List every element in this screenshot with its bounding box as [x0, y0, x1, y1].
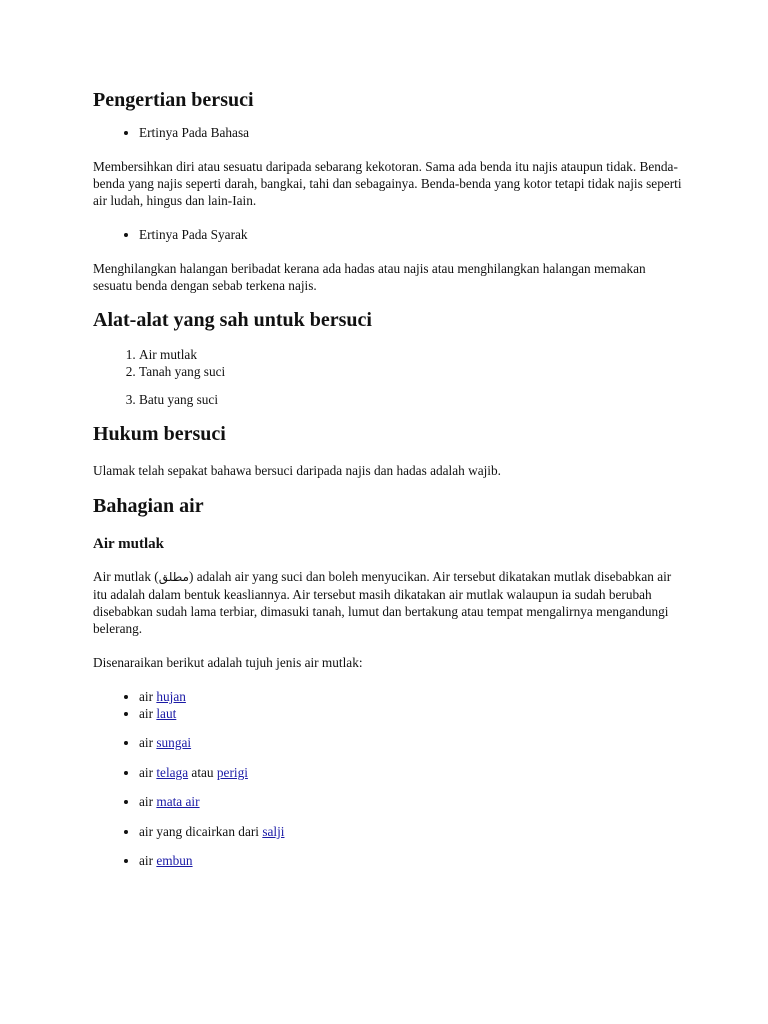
item-connector: atau	[188, 765, 217, 780]
list-item: 2. Tanah yang suci	[139, 363, 683, 380]
item-prefix: air	[139, 794, 157, 809]
heading-pengertian-bersuci: Pengertian bersuci	[93, 89, 254, 111]
heading-alat-alat: Alat-alat yang sah untuk bersuci	[93, 309, 372, 331]
list-item	[139, 705, 683, 722]
list-item: 3. Batu yang suci	[139, 391, 683, 408]
link-perigi[interactable]: perigi	[216, 765, 248, 780]
item-prefix: air	[139, 853, 157, 868]
link-salji[interactable]: salji	[262, 824, 285, 839]
list-item	[139, 852, 683, 869]
item-prefix: air	[139, 706, 157, 721]
link-embun[interactable]: embun	[156, 853, 193, 868]
list-item: • Ertinya Pada Syarak	[139, 226, 683, 243]
list-item: 1. Air mutlak	[139, 346, 683, 363]
item-prefix: air	[139, 765, 157, 780]
heading-hukum-bersuci: Hukum bersuci	[93, 423, 226, 445]
arabic-term: مطلق	[158, 570, 189, 584]
list-item	[139, 734, 683, 751]
document-page	[93, 84, 683, 869]
item-prefix: air yang dicairkan dari	[139, 824, 263, 839]
paragraph-bahasa: Membersihkan diri atau sesuatu daripada sebarang kekotoran. Sama ada benda itu najis ataupun tidak. Benda-benda yang najis seperti darah, bangkai, tahi dan sebagainya. Benda-benda yang kotor tetapi tidak najis seperti air ludah, hingus dan lain-Iain.	[93, 159, 682, 208]
link-telaga[interactable]: telaga	[156, 765, 189, 780]
link-sungai[interactable]: sungai	[156, 735, 192, 750]
list-item	[139, 764, 683, 781]
list-item: • Ertinya Pada Bahasa	[139, 124, 683, 141]
list-item	[139, 688, 683, 705]
link-mata-air[interactable]: mata air	[156, 794, 200, 809]
list-alat	[93, 346, 683, 408]
item-prefix: air	[139, 735, 157, 750]
paragraph-air-mutlak	[93, 568, 683, 637]
subheading-air-mutlak: Air mutlak	[93, 536, 164, 552]
mutlak-text-start: Air mutlak (	[93, 569, 159, 584]
list-syarak	[93, 226, 683, 243]
mutlak-text-rest: ) adalah air yang suci dan boleh menyucikan. Air tersebut dikatakan mutlak disebabkan air itu adalah dalam bentuk keasliannya. Air tersebut masih dikatakan air mutlak walaupun ia sudah berubah disebabkan sudah lama terbiar, dimasuki tanah, lumut dan bertakung atau tempat mengalirnya mengandungi belerang.	[93, 569, 672, 636]
item-prefix: air	[139, 689, 157, 704]
link-laut[interactable]: laut	[156, 706, 177, 721]
list-bahasa	[93, 124, 683, 141]
paragraph-syarak: Menghilangkan halangan beribadat kerana ada hadas atau najis atau menghilangkan halangan memakan sesuatu benda dengan sebab terkena najis.	[93, 261, 646, 293]
paragraph-hukum: Ulamak telah sepakat bahawa bersuci daripada najis dan hadas adalah wajib.	[93, 463, 501, 478]
heading-bahagian-air: Bahagian air	[93, 495, 204, 517]
paragraph-senarai: Disenaraikan berikut adalah tujuh jenis air mutlak:	[93, 655, 363, 670]
list-item	[139, 823, 683, 840]
list-jenis-air	[93, 688, 683, 869]
list-item	[139, 793, 683, 810]
link-hujan[interactable]: hujan	[156, 689, 186, 704]
